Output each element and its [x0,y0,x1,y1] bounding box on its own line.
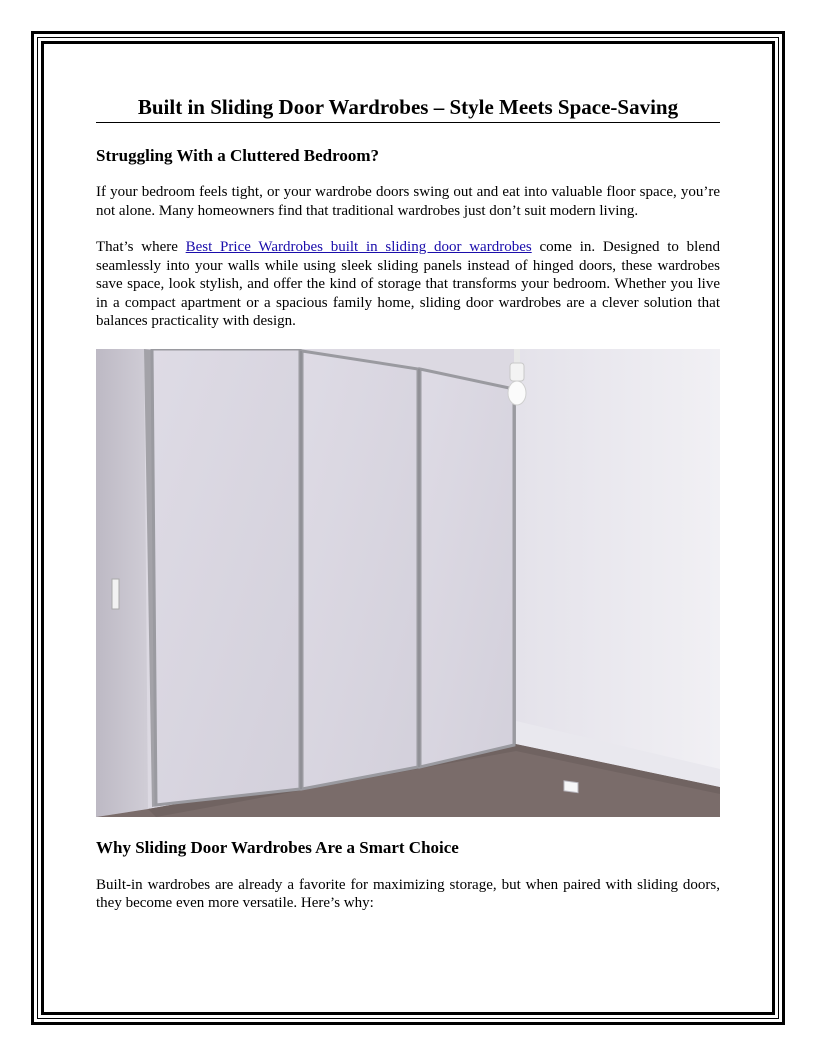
link-paragraph-rest: come in. Designed to blend seamlessly into your walls while using sleek sliding panels instead of hinged doors, these wardrobes save space, look stylish, and offer the kind of storage that transforms your bedroom. Whether you live in a compact apartment or a spacious family home, sliding door wardrobes are a clever solution that balances practicality with design. [96,239,721,329]
best-price-wardrobes-link[interactable]: Best Price Wardrobes built in sliding door wardrobes [185,239,532,255]
smart-choice-paragraph: Built-in wardrobes are already a favorite for maximizing storage, but when paired with sliding doors, they become even more versatile. Here’s why: [96,876,720,911]
section-heading-cluttered-bedroom: Struggling With a Cluttered Bedroom? [96,146,380,165]
section-heading-smart-choice: Why Sliding Door Wardrobes Are a Smart Choice [96,837,459,857]
intro-paragraph: If your bedroom feels tight, or your wardrobe doors swing out and eat into valuable floor space, you’re not alone. Many homeowners find that traditional wardrobes just don’t suit modern living. [96,184,720,219]
link-paragraph [96,238,720,331]
wardrobe-photo [96,349,720,817]
document-body [96,93,720,913]
link-paragraph-lead: That’s where [96,239,186,255]
page-title: Built in Sliding Door Wardrobes – Style Meets Space-Saving [96,93,720,123]
